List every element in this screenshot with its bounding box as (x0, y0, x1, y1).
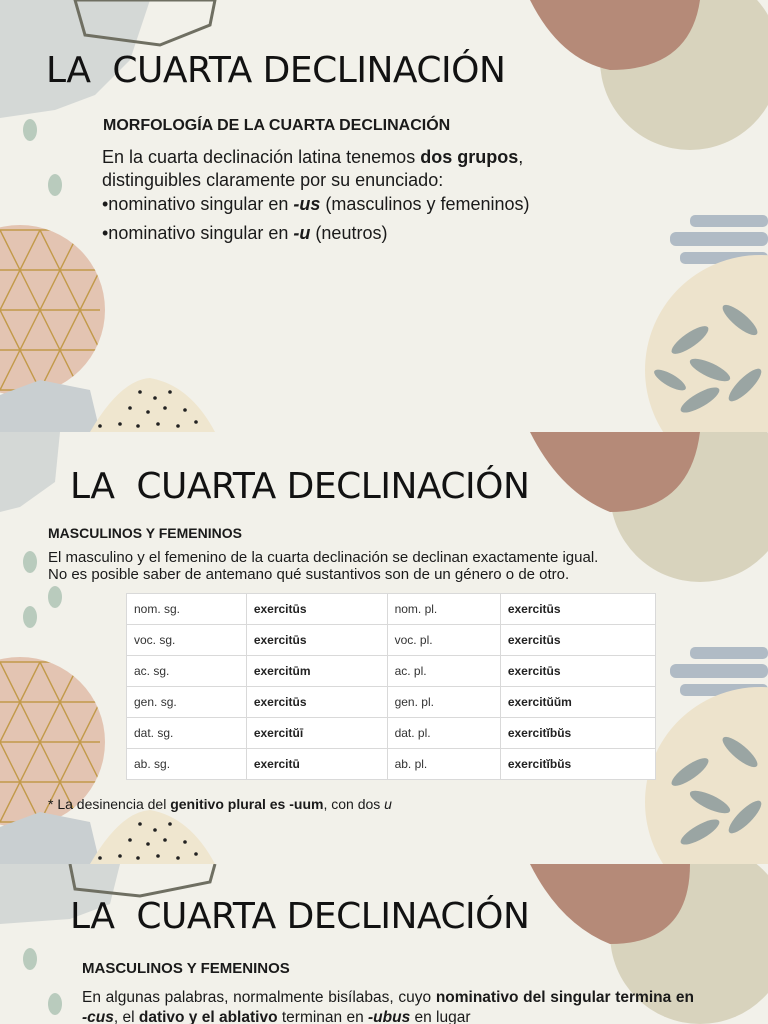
case-label: ac. sg. (127, 656, 247, 687)
case-form: exercitūs (246, 625, 387, 656)
section-heading: MORFOLOGÍA DE LA CUARTA DECLINACIÓN (103, 117, 451, 134)
case-label: voc. pl. (387, 625, 500, 656)
slide-3 (0, 864, 768, 1024)
case-form: exercitūs (500, 656, 655, 687)
case-label: nom. sg. (127, 594, 247, 625)
table-row (127, 625, 656, 656)
section-heading: MASCULINOS Y FEMENINOS (82, 960, 290, 977)
bullet-item (102, 193, 530, 216)
footnote-text: * La desinencia del (48, 796, 171, 812)
case-label: ab. sg. (127, 749, 247, 780)
declension-table (126, 593, 656, 780)
text-emphasis: nominativo del singular (435, 989, 611, 1006)
case-label: gen. pl. (387, 687, 500, 718)
text-line-1: El masculino y el femenino de la cuarta declinación se declinan exactamente igual. (48, 549, 599, 566)
case-label: dat. sg. (127, 718, 247, 749)
text-line-1: En algunas palabras, normalmente bisílabas, cuyo (82, 989, 436, 1006)
section-text (82, 988, 694, 1024)
ending-text: -cus (82, 1009, 114, 1024)
table-row (127, 687, 656, 718)
intro-paragraph (102, 146, 662, 192)
case-label: ac. pl. (387, 656, 500, 687)
table-row (127, 656, 656, 687)
case-form: exercitŭŭm (500, 687, 655, 718)
intro-emphasis: dos grupos (420, 147, 519, 167)
section-text (48, 549, 598, 583)
text-mid: terminan en (277, 1009, 369, 1024)
bullet-text: •nominativo singular en (102, 194, 294, 214)
case-label: nom. pl. (387, 594, 500, 625)
table-row (127, 718, 656, 749)
intro-comma: , (518, 147, 524, 167)
slide-title: LA CUARTA DECLINACIÓN (70, 896, 530, 937)
table-row (127, 594, 656, 625)
case-label: voc. sg. (127, 625, 247, 656)
case-label: ab. pl. (387, 749, 500, 780)
case-label: gen. sg. (127, 687, 247, 718)
bullet-note: (neutros) (310, 223, 388, 243)
case-form: exercitŭī (246, 718, 387, 749)
ending-text: -us (293, 194, 321, 214)
footnote-mid: , con dos (323, 796, 385, 812)
case-form: exercitūs (500, 594, 655, 625)
footnote-italic: u (384, 796, 392, 812)
case-form: exercitūm (246, 656, 387, 687)
case-form: exercitĭbŭs (500, 749, 655, 780)
bullet-item (102, 222, 387, 245)
text-line-2: No es posible saber de antemano qué sustantivos son de un género o de otro. (48, 566, 570, 583)
bullet-note: (masculinos y femeninos) (320, 194, 530, 214)
text-emphasis: dativo y el ablativo (138, 1009, 278, 1024)
case-form: exercitĭbŭs (500, 718, 655, 749)
ending-text: -ubus (368, 1009, 411, 1024)
text-end: en lugar (410, 1009, 471, 1024)
case-label: dat. pl. (387, 718, 500, 749)
slide-1 (0, 0, 768, 432)
ending-text: -u (293, 223, 311, 243)
case-form: exercitūs (246, 687, 387, 718)
section-heading: MASCULINOS Y FEMENINOS (48, 525, 242, 541)
text-emphasis: termina en (615, 989, 694, 1006)
case-form: exercitūs (246, 594, 387, 625)
intro-text: En la cuarta declinación latina tenemos (102, 147, 421, 167)
slide-title: LA CUARTA DECLINACIÓN (46, 50, 506, 91)
footnote-emphasis: genitivo plural es -uum (170, 796, 324, 812)
bullet-text: •nominativo singular en (102, 223, 294, 243)
intro-line-2: distinguibles claramente por su enunciado: (102, 170, 444, 190)
footnote (48, 796, 392, 812)
text-mid: , el (113, 1009, 139, 1024)
case-form: exercitūs (500, 625, 655, 656)
case-form: exercitū (246, 749, 387, 780)
table-row (127, 749, 656, 780)
slide-title: LA CUARTA DECLINACIÓN (70, 466, 530, 507)
